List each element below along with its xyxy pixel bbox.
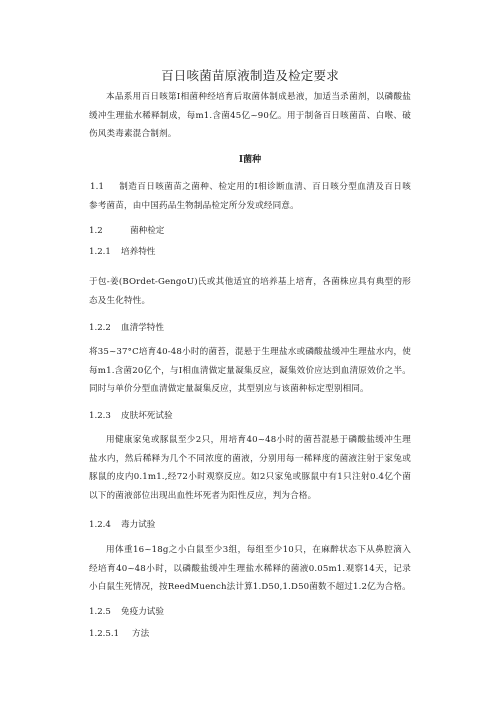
- heading-1-2: [89, 224, 164, 236]
- heading-1-2-3: [89, 409, 173, 421]
- heading-label: 菌种检定: [130, 226, 165, 236]
- clause-1-1: [89, 178, 411, 215]
- heading-number: 1.2.2: [89, 323, 111, 333]
- paragraph-serology: 将35~37°C培育40-48小时的菌苔，混悬于生理盐水或磷酸盐缓冲生理盐水内，使每m1.含菌20亿个，与I相血清做定量凝集反应，凝集效价应达到血清原效价之半。同时与单价分型血清做定量凝集反应，其型别应与该菌种标定型别相同。: [89, 347, 411, 394]
- heading-1-2-5: [89, 605, 164, 617]
- heading-number: 1.2.4: [89, 520, 111, 530]
- heading-number: 1.2.5.1: [89, 629, 120, 639]
- heading-1-2-2: [89, 321, 164, 333]
- heading-label: 皮肤坏死试验: [121, 411, 173, 421]
- heading-label: 培养特性: [121, 247, 156, 257]
- heading-1-2-1: [89, 245, 155, 257]
- paragraph-skin-necrosis: 用健康家兔或豚鼠至少2只，用培育40~48小时的菌苔混悬于磷酸盐缓冲生理盐水内，然后稀释为几个不同浓度的菌液，分别用每一稀释度的菌液注射于家兔或豚鼠的皮内0.1m1.,经72小时观察反应。如2只家兔或豚鼠中有1只注射0.4亿个菌以下的菌液部位出现出血性坏死者为阳性反应，判为合格。: [89, 435, 411, 501]
- intro-paragraph: 本品系用百日咳第I相菌种经培育后取菌体制成悬液，加适当杀菌剂，以磷酸盐缓冲生理盐水稀释制成，每m1.含菌45亿~90亿。用于制备百日咳菌苗、白喉、破伤风类毒素混合制剂。: [89, 92, 411, 139]
- heading-number: 1.2.1: [89, 247, 111, 257]
- heading-number: 1.2: [89, 226, 103, 236]
- heading-label: 血清学特性: [121, 323, 164, 333]
- paragraph-toxicity: 用体重16~18g之小白鼠至少3组，每组至少10只，在麻醉状态下从鼻腔滴入经培育40~48小时，以磷酸盐缓冲生理盐水稀释的菌液0.05m1.观察14天，记录小白鼠生死情况，按ReedMuench法计算1.D50,1.D50菌数不超过1.2亿为合格。: [89, 545, 411, 592]
- heading-label: 免疫力试验: [121, 607, 164, 617]
- clause-number: 1.1: [90, 182, 105, 192]
- heading-label: 毒力试验: [121, 520, 156, 530]
- heading-number: 1.2.5: [89, 607, 111, 617]
- clause-text: 制造百日咳菌苗之菌种、检定用的I相诊断血清、百日咳分型血清及百日咳参考菌苗，由中国药品生物制品检定所分发或经同意。: [89, 182, 411, 211]
- document-title: 百日咳菌苗原液制造及检定要求: [161, 68, 339, 83]
- paragraph-culture: 于包-姜(BOrdet-GengoU)氏或其他适宜的培养基上培育，各菌株应具有典型的形态及生化特性。: [89, 277, 411, 306]
- heading-label: 方法: [132, 629, 150, 639]
- section-heading-strain: I菌种: [238, 155, 262, 165]
- heading-1-2-4: [89, 518, 155, 530]
- heading-1-2-5-1: [89, 627, 149, 639]
- heading-number: 1.2.3: [89, 411, 111, 421]
